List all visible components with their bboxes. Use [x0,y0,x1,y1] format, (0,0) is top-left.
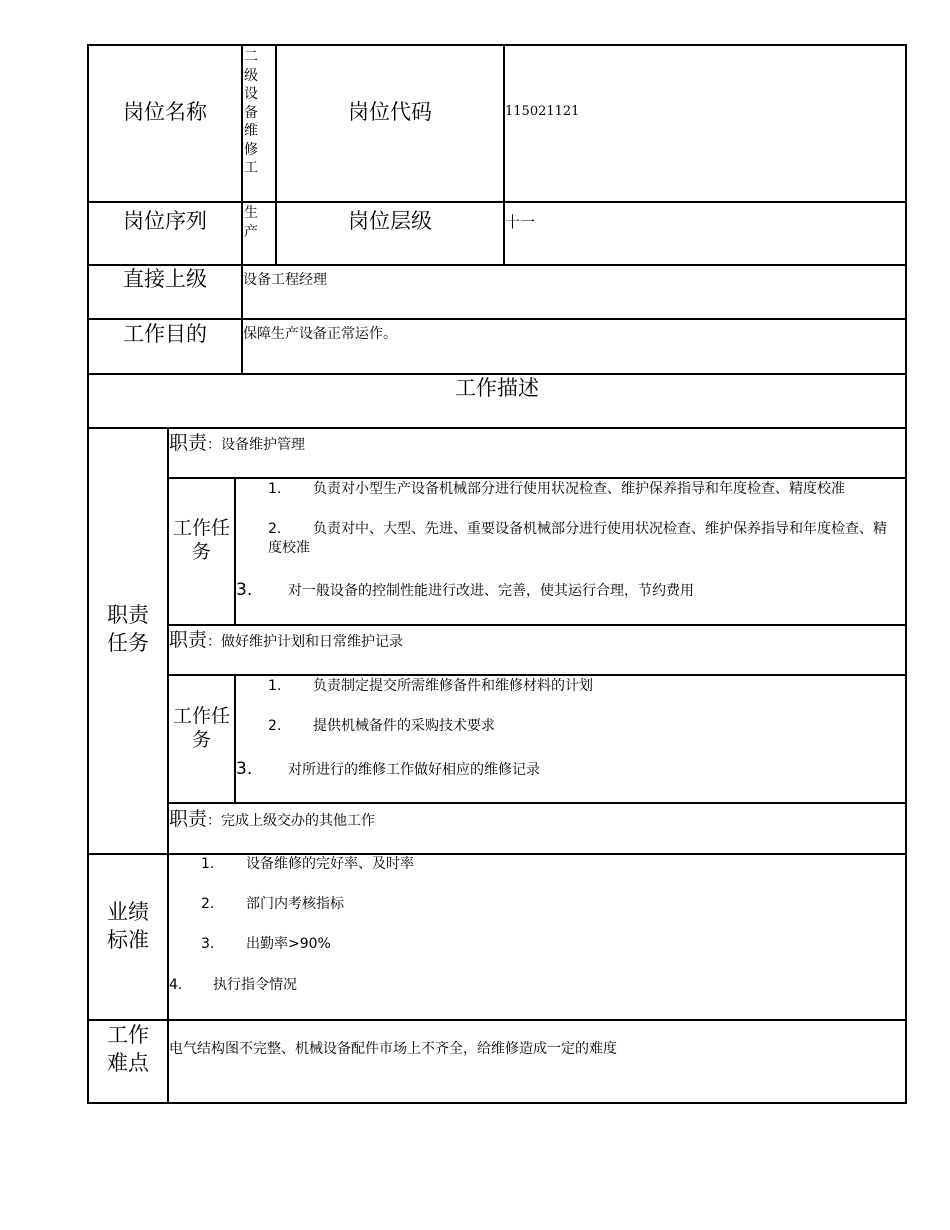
performance-item: 4. 执行指令情况 [169,977,297,993]
work-description-title: 工作描述 [455,376,539,400]
task-label-line1: 工作任 [172,705,230,727]
task-item: 2. 负责对中、大型、先进、重要设备机械部分进行使用状况检查、维护保养指导和年度检查、精 [268,521,887,537]
position-series-label: 岗位序列 [123,209,207,233]
task-label-line2: 务 [191,729,211,751]
duty-title: 职责：做好维护计划和日常维护记录 [169,629,404,651]
task-item: 3. 对所进行的维修工作做好相应的维修记录 [236,759,540,779]
task-item: 1. 负责对小型生产设备机械部分进行使用状况检查、维护保养指导和年度检查、精度校准 [268,481,845,497]
task-item: 3. 对一般设备的控制性能进行改进、完善，使其运行合理，节约费用 [236,580,694,600]
performance-item: 2. 部门内考核指标 [201,896,344,912]
duty-title: 职责：设备维护管理 [169,432,306,454]
superior-value: 设备工程经理 [243,272,327,288]
task-item: 2. 提供机械备件的采购技术要求 [268,718,495,734]
work-purpose-value: 保障生产设备正常运作。 [243,326,397,342]
position-code-value: 115021121 [505,104,580,119]
task-label-line1: 工作任 [172,517,230,539]
performance-label-line2: 标准 [107,928,149,952]
position-name-label: 岗位名称 [123,100,207,124]
task-label-line2: 务 [191,541,211,563]
duty-task-label-line1: 职责 [107,603,149,627]
performance-item: 1. 设备维修的完好率、及时率 [201,856,414,872]
duty-title: 职责：完成上级交办的其他工作 [169,808,376,830]
position-level-value: 十一 [505,213,536,231]
task-item-continuation: 度校准 [268,540,310,556]
position-level-label: 岗位层级 [348,209,432,233]
performance-label-line1: 业绩 [107,900,149,924]
performance-item: 3. 出勤率>90% [201,936,331,952]
duty-task-label-line2: 任务 [107,631,149,655]
position-series-value: 生产 [244,205,258,240]
task-item: 1. 负责制定提交所需维修备件和维修材料的计划 [268,678,593,694]
superior-label: 直接上级 [123,267,207,291]
difficulty-label-line1: 工作 [107,1023,149,1047]
work-purpose-label: 工作目的 [123,322,207,346]
position-code-label: 岗位代码 [348,100,432,124]
difficulty-text: 电气结构图不完整、机械设备配件市场上不齐全，给维修造成一定的难度 [169,1041,617,1057]
difficulty-label-line2: 难点 [107,1051,149,1075]
position-name-value: 二级设备维修工 [244,49,258,176]
